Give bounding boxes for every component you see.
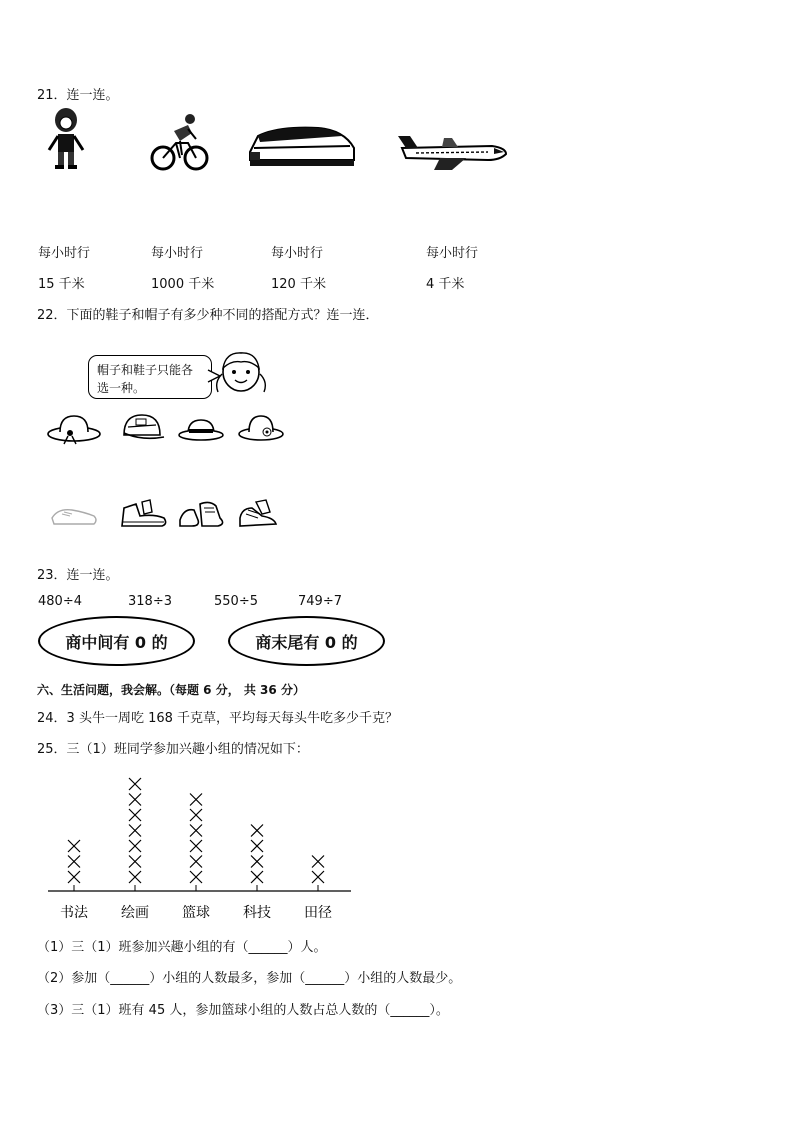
expression-1: 480÷4 — [38, 594, 82, 609]
q21-title: 21．连一连。 — [37, 88, 119, 103]
cross-mark — [129, 871, 141, 883]
category-column-3 — [190, 794, 202, 884]
category-label: 田径 — [304, 905, 332, 921]
cross-mark — [251, 825, 263, 837]
category-column-5 — [312, 856, 324, 884]
speech-bubble: 帽子和鞋子只能各选一种。 — [88, 355, 212, 399]
cross-mark — [190, 809, 202, 821]
cross-mark — [68, 871, 80, 883]
cross-mark — [129, 794, 141, 806]
interest-group-pictograph — [40, 765, 360, 925]
hat-icon-4 — [238, 411, 284, 443]
cross-mark — [190, 871, 202, 883]
category-column-2 — [129, 778, 141, 883]
speed-value-2: 1000 千米 — [151, 277, 215, 292]
speed-label-4: 每小时行 — [426, 246, 479, 261]
expression-3: 550÷5 — [214, 594, 258, 609]
cross-mark — [129, 809, 141, 821]
cross-mark — [251, 856, 263, 868]
q23-title: 23．连一连。 — [37, 568, 119, 583]
airplane-icon — [396, 130, 508, 172]
hat-icon-3 — [178, 412, 224, 442]
cross-mark — [129, 778, 141, 790]
shoe-icon-1 — [48, 504, 100, 528]
oval-end-zero: 商末尾有 0 的 — [228, 616, 385, 666]
speed-value-1: 15 千米 — [38, 277, 85, 292]
category-label: 科技 — [243, 905, 271, 921]
cross-mark — [312, 856, 324, 868]
q25-title: 25．三（1）班同学参加兴趣小组的情况如下： — [37, 742, 309, 757]
oval-middle-zero: 商中间有 0 的 — [38, 616, 195, 666]
speed-value-4: 4 千米 — [426, 277, 465, 292]
cross-mark — [190, 825, 202, 837]
cross-mark — [129, 825, 141, 837]
speed-value-3: 120 千米 — [271, 277, 326, 292]
speed-label-2: 每小时行 — [151, 246, 204, 261]
expression-4: 749÷7 — [298, 594, 342, 609]
category-label: 篮球 — [182, 905, 210, 921]
section6-title: 六、生活问题，我会解。（每题 6 分， 共 36 分） — [37, 683, 305, 697]
girl-icon — [212, 348, 270, 396]
q22-title: 22．下面的鞋子和帽子有多少种不同的搭配方式？连一连． — [37, 308, 379, 323]
cross-mark — [190, 840, 202, 852]
speed-label-3: 每小时行 — [271, 246, 324, 261]
cross-mark — [312, 871, 324, 883]
cross-mark — [251, 871, 263, 883]
person-icon — [44, 106, 88, 172]
cross-mark — [129, 840, 141, 852]
hat-icon-2 — [118, 411, 166, 443]
expression-2: 318÷3 — [128, 594, 172, 609]
category-label: 绘画 — [121, 905, 149, 921]
category-label: 书法 — [60, 905, 88, 921]
cross-mark — [190, 794, 202, 806]
shoe-icon-2 — [118, 498, 170, 530]
q24-title: 24．3 头牛一周吃 168 千克草，平均每天每头牛吃多少千克？ — [37, 711, 399, 726]
shoe-icon-3 — [176, 496, 228, 530]
cross-mark — [190, 856, 202, 868]
cross-mark — [129, 856, 141, 868]
train-icon — [248, 122, 358, 170]
speed-label-1: 每小时行 — [38, 246, 91, 261]
cross-mark — [68, 840, 80, 852]
shoe-icon-4 — [236, 496, 280, 530]
cross-mark — [251, 840, 263, 852]
cyclist-icon — [150, 111, 210, 173]
hat-icon-1 — [46, 412, 102, 444]
q25-sub2: （2）参加（______）小组的人数最多，参加（______）小组的人数最少。 — [37, 971, 462, 986]
category-column-1 — [68, 840, 80, 883]
cross-mark — [68, 856, 80, 868]
q25-sub1: （1）三（1）班参加兴趣小组的有（______）人。 — [37, 940, 327, 955]
category-column-4 — [251, 825, 263, 884]
q25-sub3: （3）三（1）班有 45 人，参加篮球小组的人数占总人数的（______）。 — [37, 1003, 449, 1018]
